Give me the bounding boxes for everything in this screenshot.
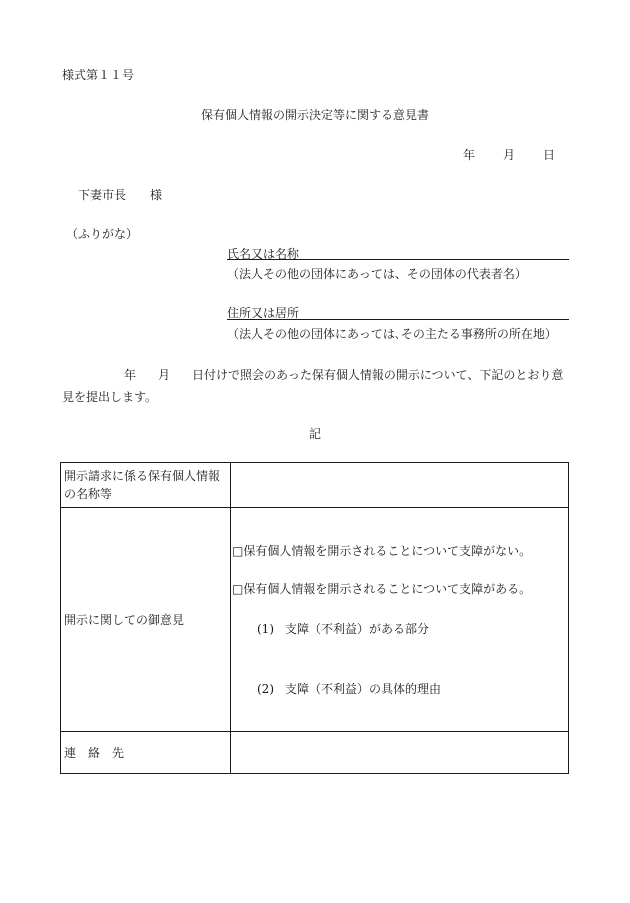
ki-heading: 記 [308,427,321,441]
sub-item-2 [257,680,568,698]
body-month: 月 [158,368,171,382]
date-month: 月 [503,148,516,162]
info-name-label: 開示請求に係る保有個人情報の名称等 [61,463,231,508]
sub-item-1-number: (1) [257,621,274,636]
table-row [61,463,569,508]
document-title: 保有個人情報の開示決定等に関する意見書 [200,108,429,122]
furigana-label: （ふりがな） [66,227,139,241]
date-day: 日 [543,148,556,162]
sub-item-1 [257,620,568,638]
table-row [61,508,569,732]
option-no-issue[interactable]: □保有個人情報を開示されることについて支障がない。 [232,543,532,558]
sub-item-2-text: 支障（不利益）の具体的理由 [285,681,442,696]
addressee-honorific: 様 [150,188,163,202]
address-label: 住所又は居所 [227,306,300,320]
name-field[interactable] [227,259,569,260]
table-row [61,732,569,774]
date-year: 年 [463,148,476,162]
info-name-cell[interactable] [231,463,569,508]
name-note: （法人その他の団体にあっては、その団体の代表者名） [227,267,527,281]
opinion-label: 開示に関しての御意見 [61,508,231,732]
sub-item-1-text: 支障（不利益）がある部分 [285,621,430,636]
body-year: 年 [124,368,137,382]
body-text: 日付けで照会のあった保有個人情報の開示について、下記のとおり意見を提出します。 [62,368,564,404]
address-field[interactable] [227,319,569,320]
contact-cell[interactable] [231,732,569,774]
address-note: （法人その他の団体にあっては､その主たる事務所の所在地） [227,327,557,341]
name-label: 氏名又は名称 [227,247,300,261]
sub-item-2-number: (2) [257,681,274,696]
body-paragraph [62,364,574,408]
opinion-cell[interactable] [231,508,569,732]
addressee-name: 下妻市長 [78,188,127,202]
date-line [463,146,555,163]
form-number: 様式第１１号 [62,68,135,82]
option-has-issue[interactable]: □保有個人情報を開示されることについて支障がある。 [232,581,532,596]
addressee [78,186,162,203]
contact-label: 連 絡 先 [61,732,231,774]
opinion-table [60,462,569,774]
